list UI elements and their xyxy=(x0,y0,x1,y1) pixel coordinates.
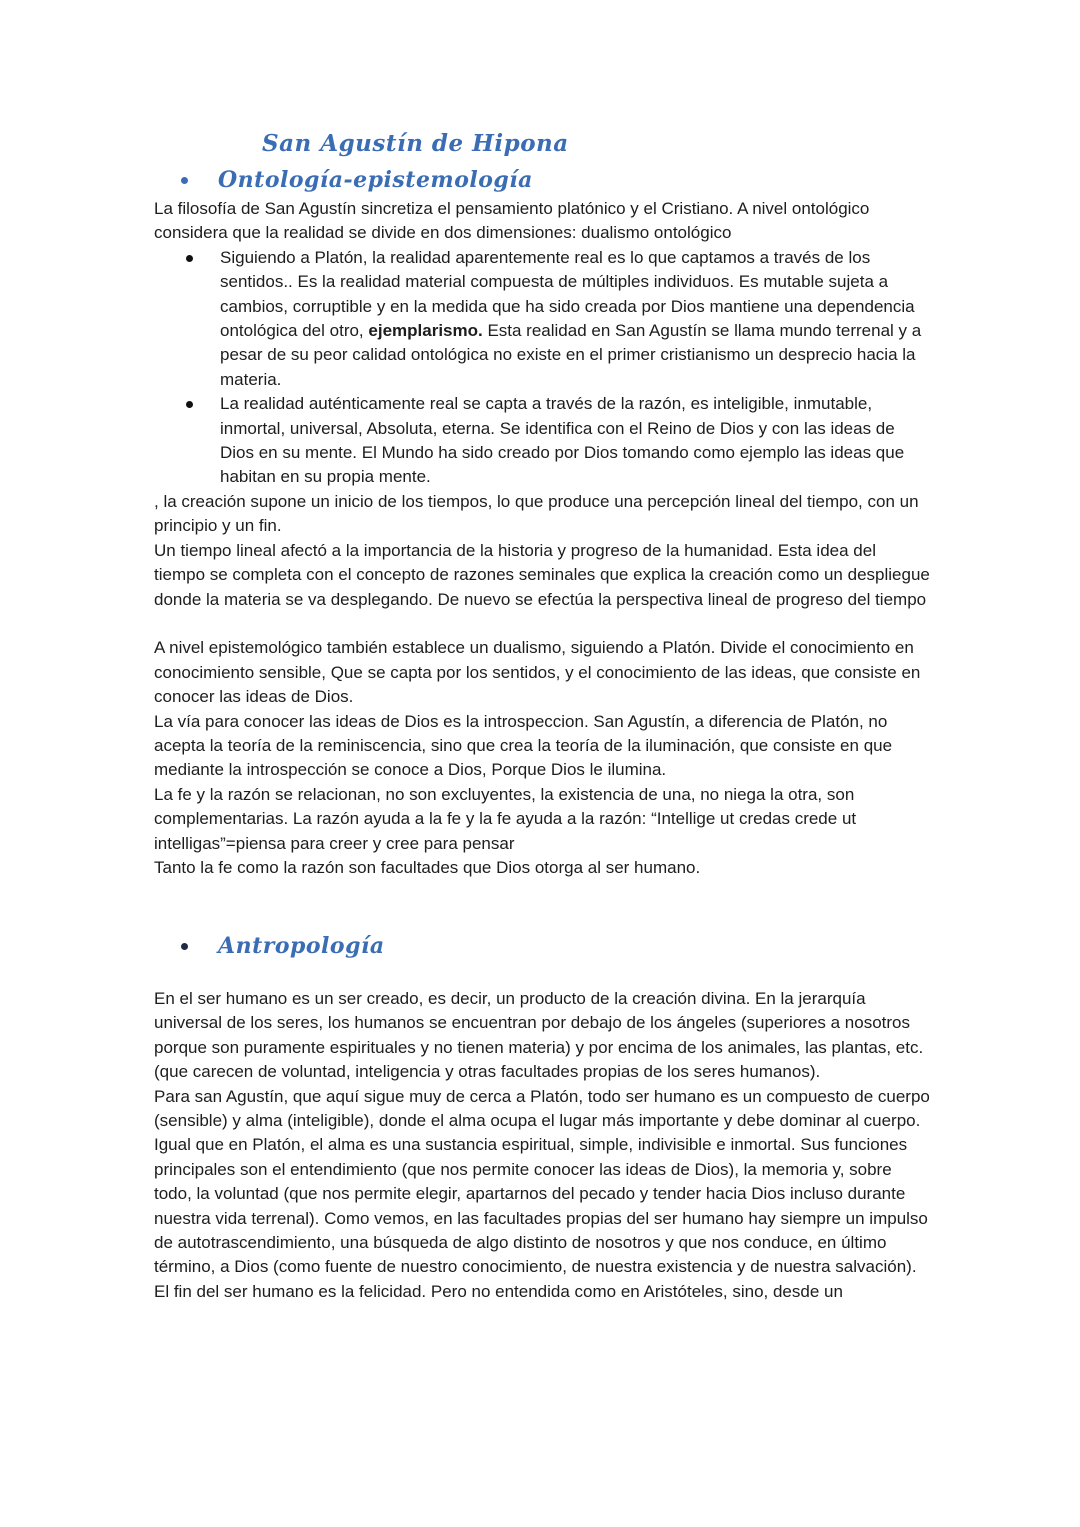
paragraph: La filosofía de San Agustín sincretiza el pensamiento platónico y el Cristiano. A nivel ontológico considera que la realidad se divide en dos dimensiones: dualismo ontológico xyxy=(154,199,870,243)
bullet-icon xyxy=(186,401,193,408)
paragraph: La fe y la razón se relacionan, no son excluyentes, la existencia de una, no niega la otra, son complementarias. La razón ayuda a la fe y la fe ayuda a la razón: “Intellige ut credas crede ut intelligas”=piensa para creer y cree para pensar xyxy=(154,784,857,853)
paragraph: En el ser humano es un ser creado, es decir, un producto de la creación divina. En la jerarquía universal de los seres, los humanos se encuentran por debajo de los ángeles (superiores a nosotros porque son puramente espirituales y no tienen materia) y por encima de los animales, las plantas, etc. (que carecen de voluntad, inteligencia y otras facultades propias de los seres humanos). xyxy=(154,989,924,1082)
paragraph-gap xyxy=(154,612,930,636)
bullet-icon xyxy=(181,177,188,184)
paragraph: Para san Agustín, que aquí sigue muy de cerca a Platón, todo ser humano es un compuesto de cuerpo (sensible) y alma (inteligible), donde el alma ocupa el lugar más importante y debe dominar al cuerpo. Igual que en Platón, el alma es una sustancia espiritual, simple, indivisible e inmortal. Sus funciones principales son el entendimiento (que nos permite conocer las ideas de Dios), la memoria y, sobre todo, la voluntad (que nos permite elegir, apartarnos del pecado y tender hacia Dios incluso durante nuestra vida terrenal). Como vemos, en las facultades propias del ser humano hay siempre un impulso de autotrascendimiento, una búsqueda de algo distinto de nosotros y que nos conduce, en último término, a Dios (como fuente de nuestro conocimiento, de nuestra existencia y de nuestra salvación). xyxy=(154,1086,930,1277)
list-item-text: Esta realidad en San Agustín se llama mundo terrenal y a pesar de su peor calidad ontológica no existe en el primer cristianismo un desprecio hacia la materia. xyxy=(220,321,922,389)
section-body-ontologia xyxy=(154,197,930,880)
section-heading-antropologia xyxy=(181,933,385,959)
paragraph: , la creación supone un inicio de los tiempos, lo que produce una percepción lineal del tiempo, con un principio y un fin. xyxy=(154,491,919,536)
paragraph: Tanto la fe como la razón son facultades que Dios otorga al ser humano. xyxy=(154,857,701,877)
section-body-antropologia xyxy=(154,987,930,1304)
paragraph: La vía para conocer las ideas de Dios es la introspeccion. San Agustín, a diferencia de Platón, no acepta la teoría de la reminiscencia, sino que crea la teoría de la iluminación, que consiste en que mediante la introspección se conoce a Dios, Porque Dios le ilumina. xyxy=(154,711,893,780)
bullet-icon xyxy=(181,943,188,950)
paragraph: El fin del ser humano es la felicidad. Pero no entendida como en Aristóteles, sino, desde un xyxy=(154,1281,843,1301)
paragraph: Un tiempo lineal afectó a la importancia de la historia y progreso de la humanidad. Esta idea del tiempo se completa con el concepto de razones seminales que explica la creación como un despliegue donde la materia se va desplegando. De nuevo se efectúa la perspectiva lineal de progreso del tiempo xyxy=(154,540,930,609)
page-title: San Agustín de Hipona xyxy=(262,130,569,157)
section-heading-ontologia xyxy=(181,167,533,193)
bullet-list xyxy=(154,246,930,490)
section-heading-label: Antropología xyxy=(218,933,385,959)
list-item-bold-term: ejemplarismo. xyxy=(368,321,483,341)
paragraph: A nivel epistemológico también establece un dualismo, siguiendo a Platón. Divide el conocimiento en conocimiento sensible, Que se capta por los sentidos, y el conocimiento de las ideas, que consiste en conocer las ideas de Dios. xyxy=(154,638,921,707)
list-item-text: La realidad auténticamente real se capta a través de la razón, es inteligible, inmutable, inmortal, universal, Absoluta, eterna. Se identifica con el Reino de Dios y con las ideas de Dios en su mente. El Mundo ha sido creado por Dios tomando como ejemplo las ideas que habitan en su propia mente. xyxy=(220,394,905,487)
list-item xyxy=(154,246,930,392)
section-heading-label: Ontología-epistemología xyxy=(218,167,533,193)
list-item-text: Siguiendo a Platón, la realidad aparentemente real es lo que captamos a través de los sentidos.. Es la realidad material compuesta de múltiples individuos. Es mutable sujeta a cambios, corruptible y en la medida que ha sido creada por Dios mantiene una dependencia ontológica del otro, xyxy=(220,247,915,341)
bullet-icon xyxy=(186,255,193,262)
list-item xyxy=(154,392,930,490)
